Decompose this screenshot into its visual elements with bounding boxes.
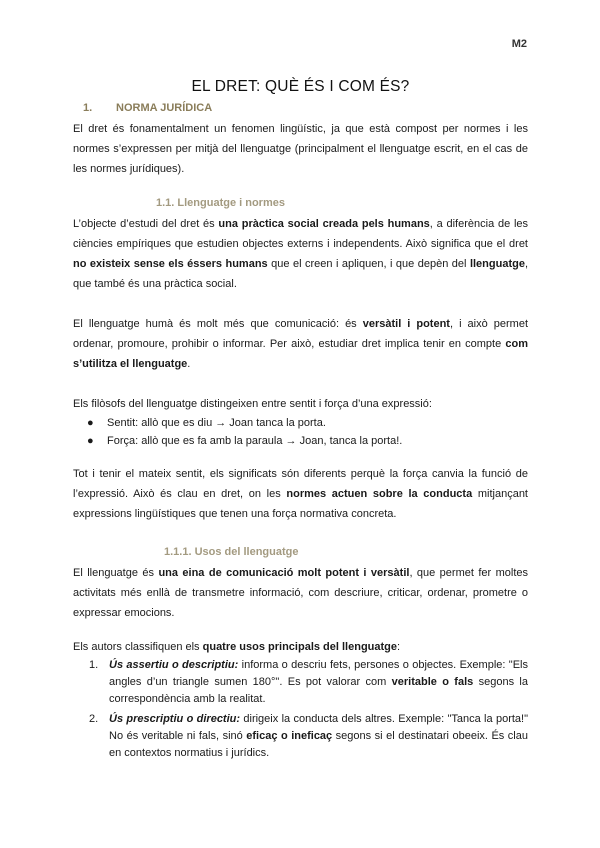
section-heading-1 xyxy=(73,102,528,114)
section-title: NORMA JURÍDICA xyxy=(116,102,213,114)
philosophers-paragraph: Els filòsofs del llenguatge distingeixen entre sentit i força d’una expressió: xyxy=(73,398,432,410)
sense-force-list xyxy=(73,414,528,450)
section-number: 1. xyxy=(83,102,93,114)
subsection-heading-1-1: 1.1. Llenguatge i normes xyxy=(156,197,285,209)
list-item: 1. Ús assertiu o descriptiu: informa o descriu fets, persones o objectes. Exemple: "Els angles d’un triangle sumen 180°". Es pot valorar com veritable o fals segons la correspondència amb la realitat. xyxy=(89,659,528,705)
object-of-study-paragraph: L’objecte d’estudi del dret és una pràctica social creada pels humans, a diferència de les ciències empíriques que estudien objectes externs i independents. Això significa que el dret no existeix sense els éssers humans que el creen i apliquen, i que depèn del llenguatge, que també és una pràctica social. xyxy=(73,218,529,290)
uses-intro-paragraph: Els autors classifiquen els quatre usos principals del llenguatge: xyxy=(73,641,401,653)
language-paragraph: El llenguatge humà és molt més que comunicació: és versàtil i potent, i això permet ordenar, promoure, prohibir o informar. Per això, estudiar dret implica tenir en compte com s’utilitza el llenguatge. xyxy=(73,318,529,370)
force-paragraph: Tot i tenir el mateix sentit, els significats són diferents perquè la força canvia la funció de l’expressió. Això és clau en dret, on les normes actuen sobre la conducta mitjançant expressions lingüístiques que tenen una força normativa concreta. xyxy=(73,468,528,520)
document-body xyxy=(73,78,528,765)
module-tag: M2 xyxy=(511,38,527,50)
bullet-icon: ● xyxy=(87,435,94,447)
language-tool-paragraph: El llenguatge és una eina de comunicació molt potent i versàtil, que permet fer moltes activitats més enllà de transmetre informació, com descriure, criticar, ordenar, prometre o expressar emocions. xyxy=(73,567,528,619)
list-item: ● Sentit: allò que es diu → Joan tanca la porta. xyxy=(87,414,528,432)
intro-paragraph: El dret és fonamentalment un fenomen lingüístic, ja que està compost per normes i les normes s’expressen per mitjà del llenguatge (principalment el llenguatge escrit, en el cas de les normes jurídiques). xyxy=(73,123,528,175)
list-item: 2. Ús prescriptiu o directiu: dirigeix la conducta dels altres. Exemple: "Tanca la porta!" No és veritable ni fals, sinó eficaç o ineficaç segons si el destinatari obeeix. És clau en contextos normatius i jurídics. xyxy=(89,713,528,759)
list-item: ● Força: allò que es fa amb la paraula → Joan, tanca la porta!. xyxy=(87,432,528,450)
language-uses-list xyxy=(73,657,528,762)
bullet-icon: ● xyxy=(87,417,94,429)
page-title: EL DRET: QUÈ ÉS I COM ÉS? xyxy=(191,78,410,95)
subsection-heading-1-1-1: 1.1.1. Usos del llenguatge xyxy=(164,546,299,558)
